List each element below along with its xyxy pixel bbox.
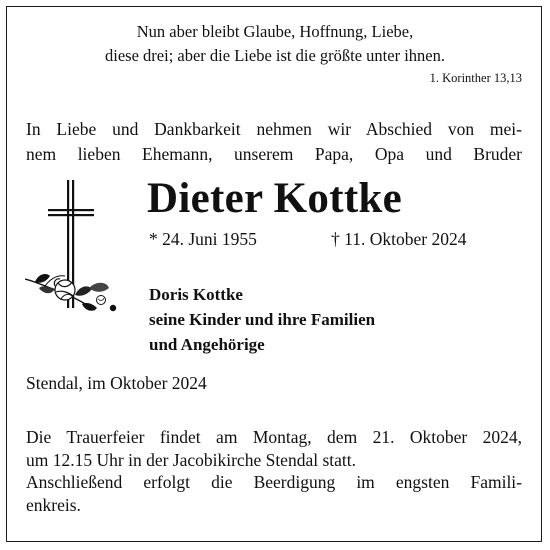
verse-reference: 1. Korinther 13,13 [429,71,522,85]
intro-line-2: nem lieben Ehemann, unserem Papa, Opa und Bruder [26,144,522,164]
intro-line-1: In Liebe und Dankbarkeit nehmen wir Abschied von mei- [26,119,522,139]
place-and-date: Stendal, im Oktober 2024 [26,373,207,393]
bible-verse [0,20,550,68]
farewell-intro [26,117,522,167]
mourners-list [149,282,375,357]
birth-date: * 24. Juni 1955 [149,229,257,249]
service-line-4: enkreis. [26,494,81,515]
flower-branch-icon [25,274,116,311]
cross-icon [25,178,125,333]
mourner-line: Doris Kottke [149,285,243,304]
mourner-line: seine Kinder und ihre Familien [149,310,376,329]
cross-with-flower [25,178,125,333]
mourner-line: und Angehörige [149,335,265,354]
deceased-name: Dieter Kottke [147,175,403,222]
verse-line-2: diese drei; aber die Liebe ist die größte unter ihnen. [105,46,445,65]
funeral-service-info [26,426,522,516]
verse-line-1: Nun aber bleibt Glaube, Hoffnung, Liebe, [136,22,414,41]
service-line-2: um 12.15 Uhr in der Jacobikirche Stendal statt. [26,449,356,470]
death-date: † 11. Oktober 2024 [331,229,467,249]
service-line-1: Die Trauerfeier findet am Montag, dem 21. Oktober 2024, [26,427,522,447]
service-line-3: Anschließend erfolgt die Beerdigung im engsten Famili- [26,472,522,492]
